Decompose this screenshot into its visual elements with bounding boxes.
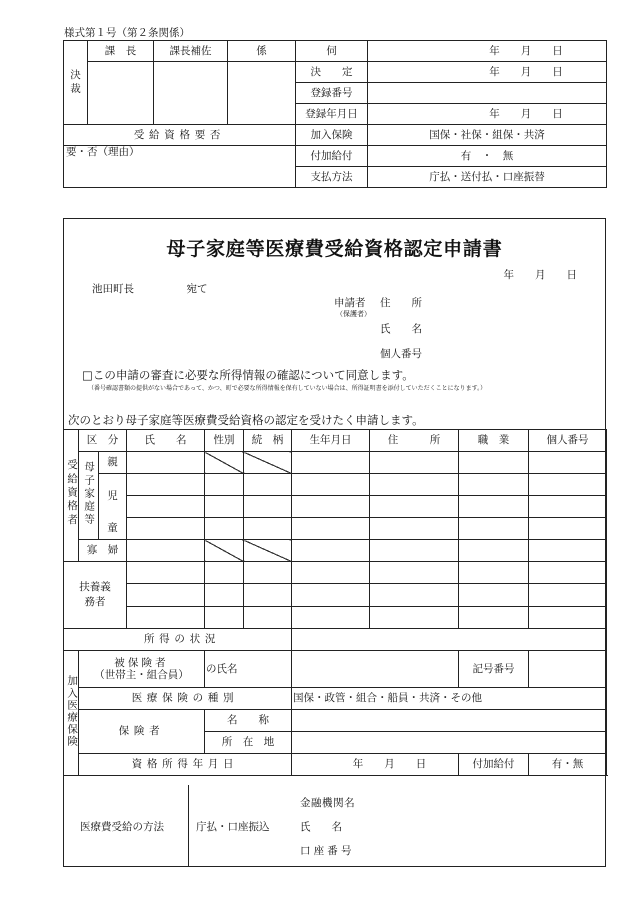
fuyo-gimusha-text: 扶養義務者	[79, 581, 111, 608]
koza-bango-label: 口座番号	[300, 845, 355, 857]
kinyu-kikan-label: 金融機関名	[300, 797, 356, 809]
shikaku-shutoku-date[interactable]: 年 月 日	[292, 754, 459, 776]
fuyo2-address[interactable]	[370, 584, 459, 606]
ukagai-date[interactable]: 年 月 日	[368, 41, 607, 62]
fuyo1-address[interactable]	[370, 562, 459, 584]
consent-checkbox[interactable]: □この申請の審査に必要な所得情報の確認について同意します。	[82, 368, 414, 382]
iryohi-hoho-label: 医療費受給の方法	[80, 821, 164, 833]
fuyo2-birth[interactable]	[292, 584, 370, 606]
child1-name[interactable]	[127, 474, 205, 496]
kafu-name[interactable]	[127, 540, 205, 562]
hosa-stamp[interactable]	[154, 62, 228, 125]
zokugara-header: 続 柄	[244, 430, 292, 452]
jusho-header: 住 所	[370, 430, 459, 452]
fuka-kyufu-options[interactable]: 有・無	[529, 754, 607, 776]
child1-number[interactable]	[529, 474, 607, 496]
meisho-label: 名 称	[205, 710, 292, 732]
child2-name[interactable]	[127, 496, 205, 518]
kacho-header: 課 長	[88, 41, 154, 62]
form-label: 様式第１号（第２条関係）	[64, 27, 190, 39]
no-shimei-label: の氏名	[205, 651, 292, 688]
fuyo1-name[interactable]	[127, 562, 205, 584]
hihokensha-name[interactable]	[292, 651, 459, 688]
yohi-riyu-label: 要・否（理由）	[66, 146, 140, 158]
child2-birth[interactable]	[292, 496, 370, 518]
kojin-bango-header: 個人番号	[529, 430, 607, 452]
kettei-label: 決 定	[296, 62, 368, 83]
kanyu-hoken-options[interactable]: 国保・社保・組保・共済	[368, 125, 607, 146]
hihokensha-label	[79, 651, 205, 688]
fuyo2-number[interactable]	[529, 584, 607, 606]
child2-rel[interactable]	[244, 496, 292, 518]
fuyo1-sex[interactable]	[205, 562, 244, 584]
child1-job[interactable]	[459, 474, 529, 496]
jukyu-shikakusha-text: 受給資格者	[66, 459, 79, 528]
toroku-date-label: 登録年月日	[296, 104, 368, 125]
do-label: 童	[99, 518, 127, 540]
child1-birth[interactable]	[292, 474, 370, 496]
hosa-header: 課長補佐	[154, 41, 228, 62]
application-date[interactable]: 年 月 日	[503, 269, 577, 281]
kubun-header: 区 分	[79, 430, 127, 452]
fuka-kyufu-label: 付加給付	[459, 754, 529, 776]
oya-birth[interactable]	[292, 452, 370, 474]
fuyo-gimusha-label	[64, 562, 127, 629]
child3-rel[interactable]	[244, 518, 292, 540]
pay-method-options[interactable]: 庁払・口座振込	[196, 821, 270, 833]
fuyo1-job[interactable]	[459, 562, 529, 584]
kanyu-hoken-label: 加入保険	[296, 125, 368, 146]
kakari-header: 係	[228, 41, 296, 62]
addressee: 池田町長 宛て	[92, 283, 208, 295]
shimei-header: 氏 名	[127, 430, 205, 452]
kafu-job[interactable]	[459, 540, 529, 562]
shotoku-label: 所得の状況	[64, 629, 292, 651]
kessai-cell	[64, 41, 88, 125]
applicant-label: 申請者	[334, 297, 366, 309]
oya-number[interactable]	[529, 452, 607, 474]
beneficiary-grid	[63, 429, 607, 776]
kafu-birth[interactable]	[292, 540, 370, 562]
oya-rel-na	[244, 452, 292, 474]
kanyu-iryo-hoken-label	[64, 651, 79, 776]
child2-job[interactable]	[459, 496, 529, 518]
kacho-stamp[interactable]	[88, 62, 154, 125]
toroku-bango-field[interactable]	[368, 83, 607, 104]
fuyo3-birth[interactable]	[292, 606, 370, 628]
shiharai-label: 支払方法	[296, 167, 368, 188]
hokensha-shozaichi-field[interactable]	[292, 732, 607, 754]
oya-sex-na	[205, 452, 244, 474]
ji-label: 児	[99, 474, 127, 518]
setainushi-text: （世帯主・組合員）	[94, 669, 189, 681]
shurui-options[interactable]: 国保・政管・組合・船員・共済・その他	[292, 688, 607, 710]
kafu-label: 寡 婦	[79, 540, 127, 562]
child1-address[interactable]	[370, 474, 459, 496]
applicant-name-label: 氏 名	[380, 323, 422, 335]
jukyu-shikakusha-label	[64, 430, 79, 562]
consent-note: （番号確認書類の提供がない場合であって、かつ、町で必要な所得情報を保有していない場合は、所得証明書を添付していただくことになります。）	[88, 385, 487, 392]
boshi-katei-label	[79, 452, 99, 540]
fuyo3-job[interactable]	[459, 606, 529, 628]
fuyo1-birth[interactable]	[292, 562, 370, 584]
guardian-label: （保護者）	[336, 310, 371, 318]
child3-address[interactable]	[370, 518, 459, 540]
fuka-kyufu-options[interactable]: 有 ・ 無	[368, 146, 607, 167]
kigo-bango-field[interactable]	[529, 651, 607, 688]
child2-number[interactable]	[529, 496, 607, 518]
fuyo3-address[interactable]	[370, 606, 459, 628]
oya-address[interactable]	[370, 452, 459, 474]
oya-label: 親	[99, 452, 127, 474]
fuyo1-number[interactable]	[529, 562, 607, 584]
shokugyo-header: 職 業	[459, 430, 529, 452]
iryo-hoken-shurui-label: 医療保険の種別	[79, 688, 292, 710]
kafu-address[interactable]	[370, 540, 459, 562]
kettei-date[interactable]: 年 月 日	[368, 62, 607, 83]
hokensha-label: 保険者	[79, 710, 205, 754]
method-divider	[188, 785, 189, 866]
child3-number[interactable]	[529, 518, 607, 540]
request-text: 次のとおり母子家庭等医療費受給資格の認定を受けたく申請します。	[68, 413, 424, 427]
child3-sex[interactable]	[205, 518, 244, 540]
child2-address[interactable]	[370, 496, 459, 518]
shiharai-options[interactable]: 庁払・送付払・口座振替	[368, 167, 607, 188]
fuyo2-sex[interactable]	[205, 584, 244, 606]
child1-sex[interactable]	[205, 474, 244, 496]
kakari-stamp[interactable]	[228, 62, 296, 125]
child2-sex[interactable]	[205, 496, 244, 518]
child3-birth[interactable]	[292, 518, 370, 540]
hihokensha-text: 被保険者	[114, 656, 169, 669]
kafu-sex-na	[205, 540, 244, 562]
hokensha-meisho-field[interactable]	[292, 710, 607, 732]
fuyo2-job[interactable]	[459, 584, 529, 606]
oya-job[interactable]	[459, 452, 529, 474]
seinengappi-header: 生年月日	[292, 430, 370, 452]
applicant-number-label: 個人番号	[380, 348, 422, 360]
kafu-rel-na	[244, 540, 292, 562]
fuyo3-number[interactable]	[529, 606, 607, 628]
fuyo1-rel[interactable]	[244, 562, 292, 584]
yohi-riyu-field[interactable]	[64, 146, 296, 188]
jukyu-yohi-header: 受給資格要否	[64, 125, 296, 146]
kafu-number[interactable]	[529, 540, 607, 562]
shotoku-field[interactable]	[292, 629, 607, 651]
shozaichi-label: 所 在 地	[205, 732, 292, 754]
child3-name[interactable]	[127, 518, 205, 540]
account-name-label: 氏 名	[300, 821, 342, 833]
child1-rel[interactable]	[244, 474, 292, 496]
boshi-katei-text: 母子家庭等	[83, 460, 96, 527]
shikaku-shutoku-label: 資格所得年月日	[79, 754, 292, 776]
child3-job[interactable]	[459, 518, 529, 540]
toroku-date-field[interactable]: 年 月 日	[368, 104, 607, 125]
fuka-kyufu-label: 付加給付	[296, 146, 368, 167]
application-form	[63, 218, 606, 867]
toroku-bango-label: 登録番号	[296, 83, 368, 104]
fuyo3-sex[interactable]	[205, 606, 244, 628]
approval-table	[63, 40, 607, 188]
oya-name[interactable]	[127, 452, 205, 474]
fuyo3-name[interactable]	[127, 606, 205, 628]
fuyo2-rel[interactable]	[244, 584, 292, 606]
kigo-bango-label: 記号番号	[459, 651, 529, 688]
form-title: 母子家庭等医療費受給資格認定申請書	[166, 238, 503, 260]
seibetsu-header: 性別	[205, 430, 244, 452]
fuyo2-name[interactable]	[127, 584, 205, 606]
fuyo3-rel[interactable]	[244, 606, 292, 628]
kanyu-iryo-hoken-text: 加入医療保険	[66, 674, 79, 748]
kessai-label: 決裁	[70, 69, 81, 95]
applicant-address-label: 住 所	[380, 297, 422, 309]
ukagai-label: 伺	[296, 41, 368, 62]
